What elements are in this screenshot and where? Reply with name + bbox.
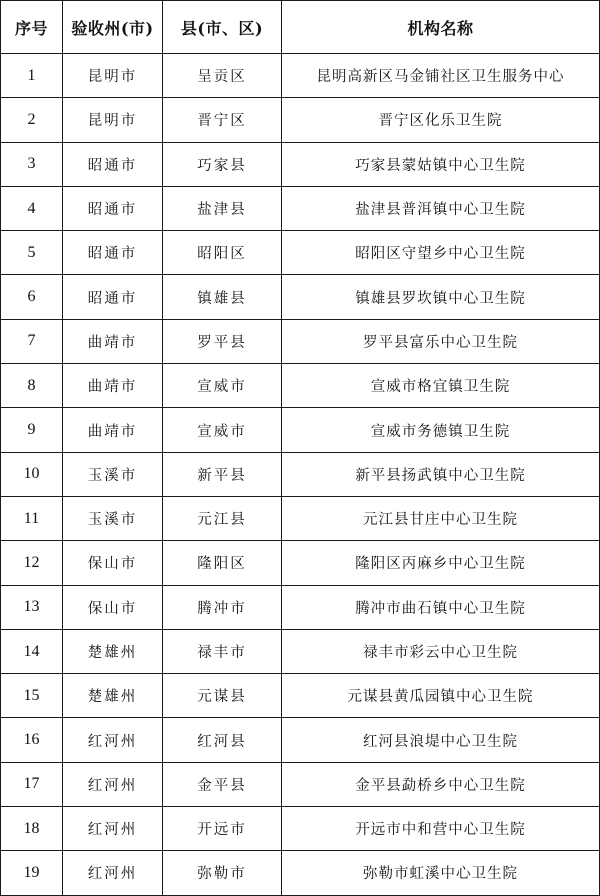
header-institution: 机构名称 [282,1,600,54]
cell-city: 昭通市 [63,186,163,230]
cell-county: 罗平县 [163,319,282,363]
cell-county: 开远市 [163,807,282,851]
cell-index: 6 [1,275,63,319]
cell-institution: 晋宁区化乐卫生院 [282,98,600,142]
table-row [1,98,600,142]
table-row [1,142,600,186]
table-row [1,762,600,806]
cell-institution: 隆阳区丙麻乡中心卫生院 [282,541,600,585]
cell-city: 昭通市 [63,142,163,186]
cell-index: 18 [1,807,63,851]
cell-index: 19 [1,851,63,895]
cell-county: 禄丰市 [163,629,282,673]
cell-index: 13 [1,585,63,629]
table-row [1,541,600,585]
cell-institution: 镇雄县罗坎镇中心卫生院 [282,275,600,319]
cell-institution: 开远市中和营中心卫生院 [282,807,600,851]
cell-county: 呈贡区 [163,54,282,98]
table-row [1,629,600,673]
cell-institution: 禄丰市彩云中心卫生院 [282,629,600,673]
cell-institution: 金平县勐桥乡中心卫生院 [282,762,600,806]
cell-county: 元谋县 [163,674,282,718]
header-county: 县(市、区) [163,1,282,54]
cell-county: 宣威市 [163,408,282,452]
cell-city: 保山市 [63,585,163,629]
cell-city: 昆明市 [63,98,163,142]
cell-city: 红河州 [63,762,163,806]
cell-county: 盐津县 [163,186,282,230]
table-row [1,319,600,363]
cell-institution: 红河县浪堤中心卫生院 [282,718,600,762]
cell-county: 腾冲市 [163,585,282,629]
cell-county: 镇雄县 [163,275,282,319]
cell-city: 昆明市 [63,54,163,98]
cell-institution: 昆明高新区马金铺社区卫生服务中心 [282,54,600,98]
cell-city: 昭通市 [63,275,163,319]
table-row [1,718,600,762]
table-row [1,851,600,895]
cell-institution: 昭阳区守望乡中心卫生院 [282,231,600,275]
table-header-row [1,1,600,54]
cell-index: 4 [1,186,63,230]
cell-index: 5 [1,231,63,275]
cell-county: 宣威市 [163,364,282,408]
cell-city: 曲靖市 [63,408,163,452]
cell-institution: 巧家县蒙姑镇中心卫生院 [282,142,600,186]
cell-institution: 腾冲市曲石镇中心卫生院 [282,585,600,629]
table-row [1,231,600,275]
table-body [1,54,600,896]
cell-city: 红河州 [63,807,163,851]
cell-index: 17 [1,762,63,806]
cell-county: 元江县 [163,496,282,540]
cell-county: 弥勒市 [163,851,282,895]
cell-city: 曲靖市 [63,364,163,408]
table-row [1,275,600,319]
table-row [1,54,600,98]
cell-city: 红河州 [63,718,163,762]
cell-county: 金平县 [163,762,282,806]
cell-index: 1 [1,54,63,98]
cell-city: 楚雄州 [63,674,163,718]
table-row [1,585,600,629]
cell-institution: 盐津县普洱镇中心卫生院 [282,186,600,230]
cell-institution: 弥勒市虹溪中心卫生院 [282,851,600,895]
table-row [1,807,600,851]
cell-index: 15 [1,674,63,718]
cell-institution: 罗平县富乐中心卫生院 [282,319,600,363]
cell-city: 玉溪市 [63,496,163,540]
header-index: 序号 [1,1,63,54]
cell-county: 红河县 [163,718,282,762]
cell-index: 11 [1,496,63,540]
cell-institution: 宣威市格宜镇卫生院 [282,364,600,408]
cell-institution: 元江县甘庄中心卫生院 [282,496,600,540]
cell-city: 昭通市 [63,231,163,275]
cell-index: 2 [1,98,63,142]
cell-city: 红河州 [63,851,163,895]
cell-county: 新平县 [163,452,282,496]
cell-county: 晋宁区 [163,98,282,142]
cell-index: 9 [1,408,63,452]
cell-institution: 宣威市务德镇卫生院 [282,408,600,452]
cell-index: 7 [1,319,63,363]
cell-index: 10 [1,452,63,496]
cell-index: 16 [1,718,63,762]
table-row [1,674,600,718]
table-row [1,452,600,496]
header-city: 验收州(市) [63,1,163,54]
cell-city: 楚雄州 [63,629,163,673]
cell-index: 12 [1,541,63,585]
table-row [1,408,600,452]
cell-county: 巧家县 [163,142,282,186]
cell-city: 曲靖市 [63,319,163,363]
table-row [1,186,600,230]
cell-index: 14 [1,629,63,673]
cell-institution: 新平县扬武镇中心卫生院 [282,452,600,496]
cell-index: 3 [1,142,63,186]
table-row [1,364,600,408]
cell-institution: 元谋县黄瓜园镇中心卫生院 [282,674,600,718]
cell-index: 8 [1,364,63,408]
cell-city: 保山市 [63,541,163,585]
cell-city: 玉溪市 [63,452,163,496]
cell-county: 隆阳区 [163,541,282,585]
cell-county: 昭阳区 [163,231,282,275]
table-row [1,496,600,540]
